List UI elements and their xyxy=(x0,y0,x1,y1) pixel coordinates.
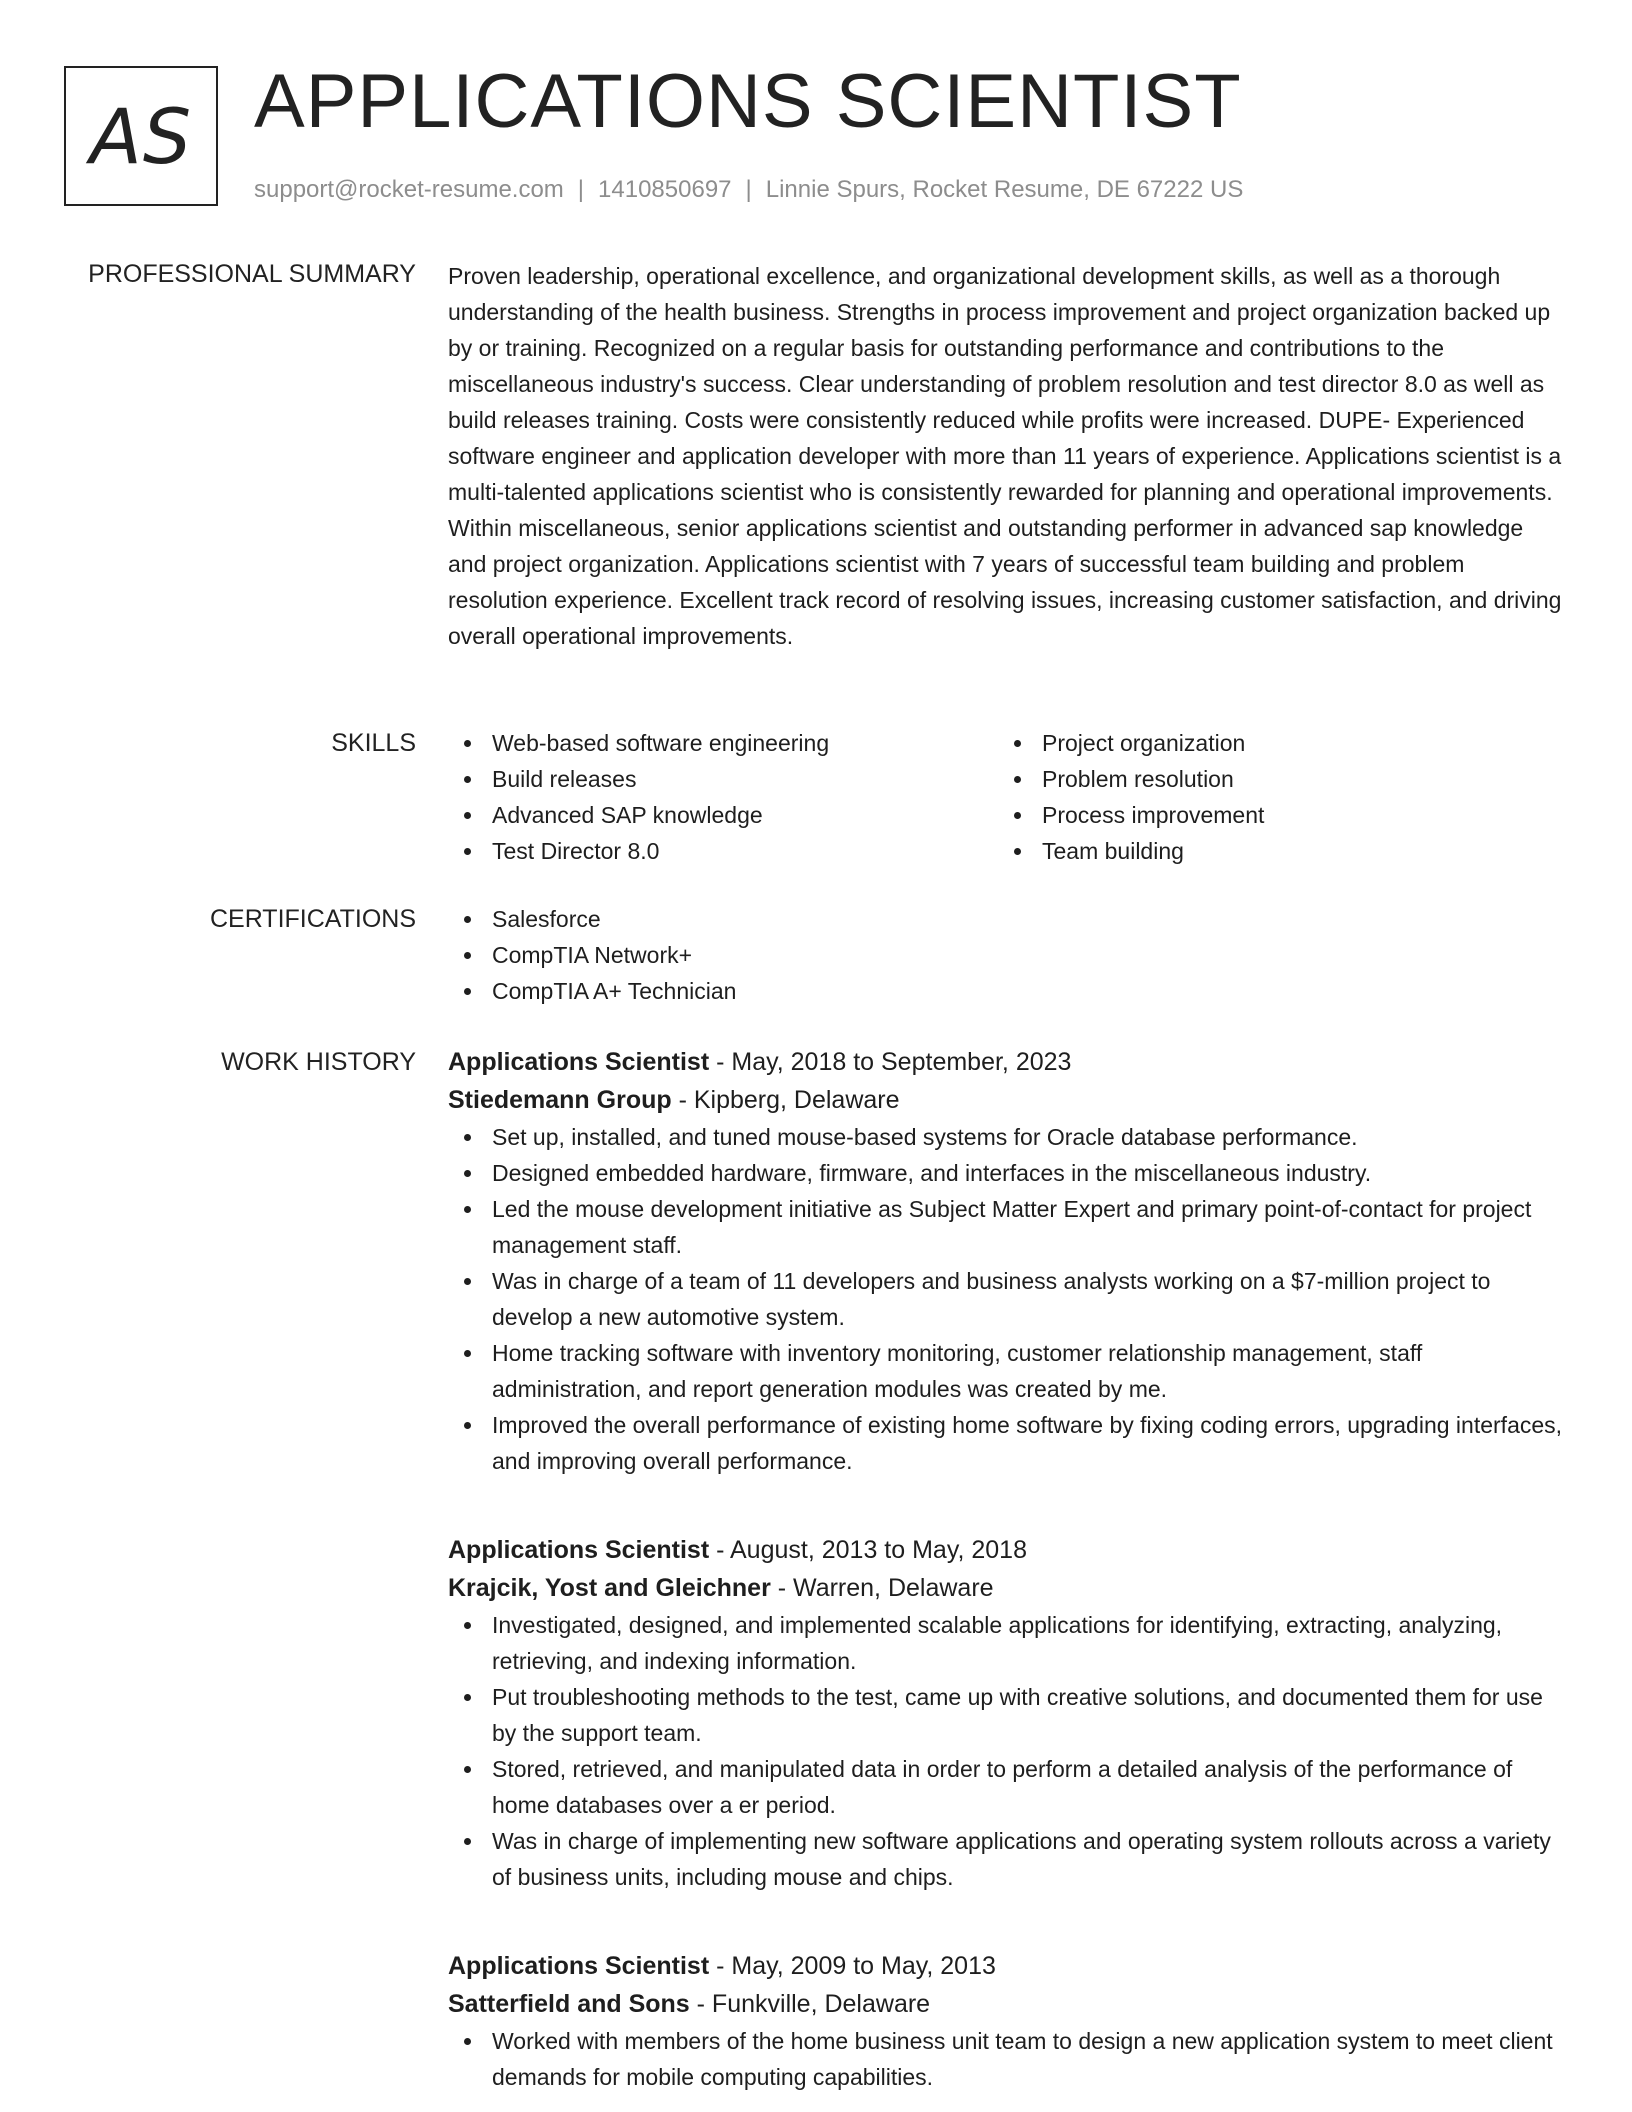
job-location: - Kipberg, Delaware xyxy=(671,1086,900,1114)
certifications-section xyxy=(448,901,1566,1009)
job-title: Applications Scientist xyxy=(448,1048,710,1076)
list-item: Advanced SAP knowledge xyxy=(448,797,998,833)
monogram-box xyxy=(64,66,218,206)
list-item: Home tracking software with inventory monitoring, customer relationship management, staff administration, and report generation modules was created by me. xyxy=(448,1335,1566,1407)
certifications-list xyxy=(448,901,1566,1009)
list-item: Test Director 8.0 xyxy=(448,833,998,869)
job-title: Applications Scientist xyxy=(448,1952,710,1980)
work-history-heading: WORK HISTORY xyxy=(221,1048,416,1076)
list-item: Project organization xyxy=(998,725,1548,761)
skills-right-list xyxy=(998,725,1548,869)
summary-text: Proven leadership, operational excellence, and organizational development skills, as well as a thorough understanding of the health business. Strengths in process improvement and project organization backed up by or training. Recognized on a regular basis for outstanding performance and contributions to the miscellaneous industry's success. Clear understanding of problem resolution and test director 8.0 as well as build releases training. Costs were consistently reduced while profits were increased. DUPE- Experienced software engineer and application developer with more than 11 years of experience. Applications scientist is a multi-talented applications scientist who is consistently rewarded for planning and operational improvements. Within miscellaneous, senior applications scientist and outstanding performer in advanced sap knowledge and project organization. Applications scientist with 7 years of successful team building and problem resolution experience. Excellent track record of resolving issues, increasing customer satisfaction, and driving overall operational improvements. xyxy=(448,263,1562,649)
job-duties-list xyxy=(448,2023,1566,2095)
job-title-line xyxy=(448,1947,1566,1985)
job-title-line xyxy=(448,1043,1566,1081)
job-entry xyxy=(448,1043,1566,1479)
job-company-line xyxy=(448,1081,1566,1119)
list-item: Team building xyxy=(998,833,1548,869)
monogram-initials: AS xyxy=(89,91,193,181)
job-company: Stiedemann Group xyxy=(448,1086,672,1114)
contact-separator: | xyxy=(745,176,752,203)
job-title: Applications Scientist xyxy=(448,1536,710,1564)
list-item: Build releases xyxy=(448,761,998,797)
contact-email: support@rocket-resume.com xyxy=(254,176,564,203)
list-item: Worked with members of the home business unit team to design a new application system to meet client demands for mobile computing capabilities. xyxy=(448,2023,1566,2095)
contact-separator: | xyxy=(577,176,585,203)
page-title: APPLICATIONS SCIENTIST xyxy=(254,59,1242,144)
list-item: CompTIA A+ Technician xyxy=(448,973,1566,1009)
job-dates: - May, 2018 to September, 2023 xyxy=(709,1048,1072,1076)
job-dates: - May, 2009 to May, 2013 xyxy=(709,1952,996,1980)
list-item: Salesforce xyxy=(448,901,1566,937)
skills-section xyxy=(448,725,1566,869)
list-item: Process improvement xyxy=(998,797,1548,833)
contact-address: Linnie Spurs, Rocket Resume, DE 67222 US xyxy=(765,176,1244,203)
job-company-line xyxy=(448,1569,1566,1607)
job-location: - Warren, Delaware xyxy=(770,1574,994,1602)
certifications-heading: CERTIFICATIONS xyxy=(209,905,416,933)
job-location: - Funkville, Delaware xyxy=(689,1990,931,2018)
job-company-line xyxy=(448,1985,1566,2023)
list-item: Led the mouse development initiative as Subject Matter Expert and primary point-of-contact for project management staff. xyxy=(448,1191,1566,1263)
job-duties-list xyxy=(448,1119,1566,1479)
list-item: Improved the overall performance of existing home software by fixing coding errors, upgrading interfaces, and improving overall performance. xyxy=(448,1407,1566,1479)
summary-heading: PROFESSIONAL SUMMARY xyxy=(88,260,416,288)
contact-line xyxy=(254,172,1243,208)
list-item: Was in charge of a team of 11 developers and business analysts working on a $7-million project to develop a new automotive system. xyxy=(448,1263,1566,1335)
list-item: Problem resolution xyxy=(998,761,1548,797)
list-item: Designed embedded hardware, firmware, and interfaces in the miscellaneous industry. xyxy=(448,1155,1566,1191)
job-duties-list xyxy=(448,1607,1566,1895)
skills-heading: SKILLS xyxy=(331,729,416,757)
list-item: Stored, retrieved, and manipulated data in order to perform a detailed analysis of the performance of home databases over a er period. xyxy=(448,1751,1566,1823)
job-company: Satterfield and Sons xyxy=(448,1990,690,2018)
summary-section xyxy=(448,258,1566,654)
list-item: Investigated, designed, and implemented scalable applications for identifying, extracting, analyzing, retrieving, and indexing information. xyxy=(448,1607,1566,1679)
job-title-line xyxy=(448,1531,1566,1569)
job-entry xyxy=(448,1531,1566,1895)
job-entry xyxy=(448,1947,1566,2095)
contact-phone: 1410850697 xyxy=(598,176,732,203)
list-item: Web-based software engineering xyxy=(448,725,998,761)
job-dates: - August, 2013 to May, 2018 xyxy=(709,1536,1027,1564)
list-item: Was in charge of implementing new software applications and operating system rollouts across a variety of business units, including mouse and chips. xyxy=(448,1823,1566,1895)
job-company: Krajcik, Yost and Gleichner xyxy=(448,1574,771,1602)
list-item: Put troubleshooting methods to the test, came up with creative solutions, and documented them for use by the support team. xyxy=(448,1679,1566,1751)
list-item: CompTIA Network+ xyxy=(448,937,1566,973)
skills-left-list xyxy=(448,725,998,869)
list-item: Set up, installed, and tuned mouse-based systems for Oracle database performance. xyxy=(448,1119,1566,1155)
